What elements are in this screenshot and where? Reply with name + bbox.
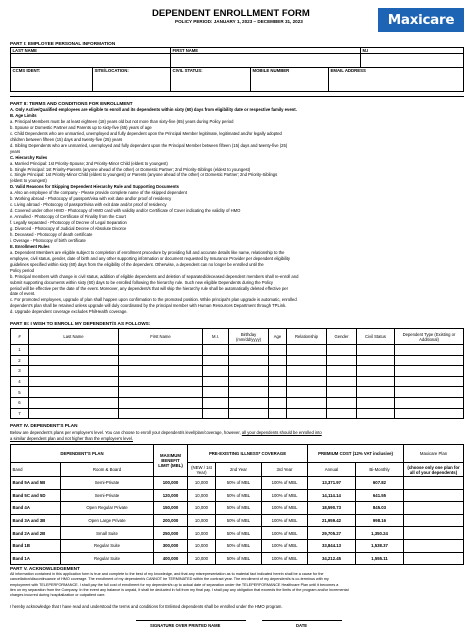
- row-number: 4: [11, 376, 29, 387]
- dependent-plan-table: [10, 444, 464, 565]
- dependent-cell[interactable]: [119, 397, 203, 408]
- part1-heading: PART I: EMPLOYEE PERSONAL INFORMATION: [10, 41, 116, 46]
- dependent-cell[interactable]: [29, 376, 119, 387]
- bimonthly-header: Bi-Monthly: [356, 463, 404, 477]
- plan-cell-room: Open Regular Private: [61, 502, 154, 515]
- plan-cell-bimonthly: 1,350.24: [356, 527, 404, 540]
- dependent-cell[interactable]: [269, 345, 287, 356]
- terms-line: a. Also an employee of the company - Please provide complete name of the skipped dependent: [10, 190, 187, 196]
- dependent-cell[interactable]: [203, 408, 229, 419]
- plan-cell-y1: 10,000: [188, 552, 216, 565]
- terms-line: g. Divorced - Photocopy of Judicial Decree of Absolute Divorce: [10, 226, 127, 231]
- plan-row: [11, 552, 464, 565]
- dependent-cell[interactable]: [119, 355, 203, 366]
- dependent-cell[interactable]: [229, 408, 269, 419]
- acknowledgement-statement: I hereby acknowledge that I have read and understood the terms and conditions for Enlisted dependents shall be enrolled under the HMO program.: [10, 604, 283, 609]
- email-address-label: EMAIL ADDRESS: [330, 68, 366, 73]
- terms-line: A. Only Active/Qualified employees are eligible to enroll and its dependents within sixty (60) days from eligibility date or respective family event.: [10, 107, 297, 112]
- terms-line: years: [10, 148, 21, 154]
- terms-line: employee, civil status, gender, date of birth and any other supporting information or document requested by Insurance Provider per dependent eligibility: [10, 255, 291, 261]
- dependent-cell[interactable]: [229, 397, 269, 408]
- plan-cell-annual: 29,705.27: [308, 527, 356, 540]
- dependent-cell[interactable]: [327, 355, 357, 366]
- dependent-cell[interactable]: [327, 408, 357, 419]
- dependent-row: [11, 345, 464, 356]
- dependent-cell[interactable]: [327, 376, 357, 387]
- part4-heading: PART IV. DEPENDENT'S PLAN: [10, 423, 78, 428]
- dependent-cell[interactable]: [395, 387, 464, 398]
- terms-line: guidelines specified within sixty (60) days from the eligibility of the dependent. Otherwise, a dependent can no longer be enrolled until the: [10, 261, 264, 267]
- terms-line: a. Principal Members must be at least eighteen (18) years old but not more than sixty-five (65) years during Policy period: [10, 118, 234, 124]
- dependents-table: [10, 328, 464, 419]
- dependent-cell[interactable]: [269, 408, 287, 419]
- band-header: Band: [11, 463, 61, 477]
- plan-cell-y2: 50% of MBL: [216, 502, 262, 515]
- dependent-cell[interactable]: [29, 387, 119, 398]
- dependent-cell[interactable]: [269, 355, 287, 366]
- col-birthday: Birthday (mm/dd/yyyy): [229, 329, 269, 345]
- plan-cell-bimonthly: 845.03: [356, 502, 404, 515]
- plan-cell-annual: 13,371.97: [308, 477, 356, 490]
- terms-line: c. Living abroad - Photocopy of passport/visa with exit date and/or proof of residency: [10, 202, 167, 208]
- year2-header: 2nd Year: [216, 463, 262, 477]
- row-number: 6: [11, 397, 29, 408]
- dependent-row: [11, 408, 464, 419]
- col-gender: Gender: [327, 329, 357, 345]
- last-name-field[interactable]: [11, 54, 171, 68]
- plan-cell-band: Band 4A: [11, 502, 61, 515]
- annual-header: Annual: [308, 463, 356, 477]
- maxicare-logo: Maxicare: [378, 8, 464, 32]
- date-label: DATE: [296, 623, 308, 628]
- preexisting-header: PRE-EXISTING ILLNESS* COVERAGE: [188, 445, 308, 463]
- terms-line: Policy period: [10, 267, 34, 273]
- dependent-cell[interactable]: [395, 397, 464, 408]
- dependent-cell[interactable]: [119, 376, 203, 387]
- terms-line: (eldest to youngest): [10, 178, 47, 184]
- terms-line: E. Enrollment Rules: [10, 243, 50, 249]
- plan-cell-y1: 10,000: [188, 539, 216, 552]
- plan-select-cell[interactable]: [404, 539, 464, 552]
- col-relationship: Relationship: [287, 329, 327, 345]
- plan-row: [11, 477, 464, 490]
- plan-cell-y3: 100% of MBL: [262, 539, 308, 552]
- plan-cell-y1: 10,000: [188, 477, 216, 490]
- plan-cell-band: Band 2A and 2B: [11, 527, 61, 540]
- plan-cell-room: Semi-Private: [61, 489, 154, 502]
- terms-line: children between fifteen (15) days and twenty-five (25) years: [10, 136, 123, 142]
- col-last-name: Last Name: [29, 329, 119, 345]
- plan-cell-band: Band 1A: [11, 552, 61, 565]
- plan-cell-y1: 10,000: [188, 514, 216, 527]
- dependent-cell[interactable]: [395, 355, 464, 366]
- plan-cell-band: Band 5A and 5B: [11, 477, 61, 490]
- dependent-cell[interactable]: [327, 366, 357, 377]
- dependent-cell[interactable]: [395, 345, 464, 356]
- dependent-cell[interactable]: [357, 376, 395, 387]
- plan-cell-mbl: 300,000: [154, 539, 188, 552]
- terms-line: i. Overage - Photocopy of birth certificate: [10, 237, 86, 243]
- form-title: DEPENDENT ENROLLMENT FORM: [152, 8, 310, 19]
- dependent-cell[interactable]: [357, 345, 395, 356]
- dependent-cell[interactable]: [327, 387, 357, 398]
- site-location-label: SITE/LOCATION:: [94, 68, 129, 73]
- choose-note: (choose only one plan for all of your dependents): [404, 463, 464, 477]
- col-age: Age: [269, 329, 287, 345]
- dependent-cell[interactable]: [269, 397, 287, 408]
- dependent-cell[interactable]: [119, 387, 203, 398]
- plan-cell-annual: 33,844.13: [308, 539, 356, 552]
- plan-cell-y2: 50% of MBL: [216, 514, 262, 527]
- col-dependent-type: Dependent Type (Existing or Additional): [395, 329, 464, 345]
- acknowledgement-line: cancellation/discontinuance of HMO coverage. The enrollment of my dependent/s CANNOT be TERMINATED within the contract year. The enrollment of my dependent/s is co-terminus with my: [10, 577, 329, 582]
- signature-line[interactable]: [136, 620, 246, 621]
- maxicare-plan-header: Maxicare Plan: [404, 445, 464, 463]
- ccms-ident-label: CCMS IDENT:: [12, 68, 41, 73]
- dependent-cell[interactable]: [269, 366, 287, 377]
- mi-label: M.I: [361, 48, 464, 54]
- plan-cell-y1: 10,000: [188, 489, 216, 502]
- plan-note-underlined-2: a similar dependent plan and not higher than the employee's level.: [10, 436, 134, 441]
- plan-select-cell[interactable]: [404, 514, 464, 527]
- terms-line: b. Spouse or Domestic Partner and Parents up to sixty-five (65) years of age: [10, 124, 152, 130]
- plan-cell-y2: 50% of MBL: [216, 552, 262, 565]
- dependent-cell[interactable]: [229, 345, 269, 356]
- dependent-cell[interactable]: [229, 387, 269, 398]
- dependent-cell[interactable]: [269, 376, 287, 387]
- plan-row: [11, 539, 464, 552]
- plan-cell-mbl: 200,000: [154, 514, 188, 527]
- dependent-cell[interactable]: [203, 376, 229, 387]
- ccms-ident-field[interactable]: [11, 68, 93, 92]
- terms-line: a. Dependent Members are eligible subject to completion of enrollment procedure by providing full and accurate details like name, relationship to the: [10, 249, 285, 255]
- dependent-cell[interactable]: [203, 397, 229, 408]
- civil-status-field[interactable]: [171, 68, 251, 92]
- dependent-cell[interactable]: [287, 387, 327, 398]
- dependent-cell[interactable]: [29, 408, 119, 419]
- plan-cell-bimonthly: 1,538.37: [356, 539, 404, 552]
- acknowledgement-line: employment with TELEPERFORMANCE. I shall pay the full cost of enrollment for my dependent/s up to actual date of separation under the TELEPERFORMANCE Healthcare Plan until it becomes a: [10, 582, 339, 587]
- dependent-cell[interactable]: [203, 387, 229, 398]
- plan-cell-y1: 10,000: [188, 502, 216, 515]
- policy-period: POLICY PERIOD: JANUARY 1, 2023 – DECEMBER 31, 2023: [175, 19, 303, 24]
- year1-header: (NEW / 1st Year): [188, 463, 216, 477]
- plan-cell-mbl: 100,000: [154, 477, 188, 490]
- dependent-cell[interactable]: [287, 355, 327, 366]
- plan-cell-y2: 50% of MBL: [216, 489, 262, 502]
- last-name-label: LAST NAME: [11, 48, 171, 54]
- dependent-row: [11, 376, 464, 387]
- row-number: 1: [11, 345, 29, 356]
- dependent-cell[interactable]: [203, 345, 229, 356]
- plan-cell-y3: 100% of MBL: [262, 527, 308, 540]
- plan-cell-bimonthly: 607.82: [356, 477, 404, 490]
- plan-note-text: Below are dependent's plans per employee's level. You can choose to enroll your dependent/s level/plan/coverage, however,: [10, 430, 241, 435]
- plan-cell-bimonthly: 998.16: [356, 514, 404, 527]
- plan-select-cell[interactable]: [404, 527, 464, 540]
- plan-cell-band: Band 5C and 5D: [11, 489, 61, 502]
- plan-cell-mbl: 400,000: [154, 552, 188, 565]
- plan-cell-mbl: 150,000: [154, 502, 188, 515]
- plan-cell-band: Band 3A and 3B: [11, 514, 61, 527]
- row-number: 2: [11, 355, 29, 366]
- acknowledgement-line: All information contained in this application form is true and complete to the best of my knowledge, and that any misrepresentation as to material fact indicated herein shall be a cause for the: [10, 572, 324, 576]
- terms-line: c. For promoted employees, upgrade of plan shall happen upon confirmation to the promoted position. While principal's plan upgrade is automatic, enrolled: [10, 297, 297, 303]
- civil-status-label: CIVIL STATUS:: [172, 68, 203, 73]
- terms-line: c. Child Dependents who are unmarried, unemployed and fully dependent upon the Principal Member legitimate, legitimated and/or legally adopted: [10, 130, 282, 136]
- plan-note: [10, 430, 322, 435]
- plan-cell-band: Band 1B: [11, 539, 61, 552]
- terms-line: period will be effective per the date of the event. Moreover, any dependent/s that will skip the hierarchy rule shall be automatically deleted effective per: [10, 285, 289, 291]
- plan-cell-room: Regular Suite: [61, 539, 154, 552]
- col-civil-status: Civil Status: [357, 329, 395, 345]
- plan-row: [11, 502, 464, 515]
- terms-line: b. Single Principal: 1st Priority-Parents (anyone ahead of the other) or Domestic Partner; 2nd Priority-Siblings (eldest to youngest): [10, 166, 251, 172]
- plan-cell-room: Regular Suite: [61, 552, 154, 565]
- divider: [10, 96, 464, 97]
- terms-line: h. Deceased - Photocopy of death certificate: [10, 231, 93, 237]
- plan-row: [11, 527, 464, 540]
- email-address-field[interactable]: [329, 68, 464, 92]
- plan-cell-mbl: 120,000: [154, 489, 188, 502]
- plan-cell-annual: 34,212.45: [308, 552, 356, 565]
- mbl-header: MAXIMUM BENEFIT LIMIT (MBL): [154, 445, 188, 477]
- plan-cell-bimonthly: 641.55: [356, 489, 404, 502]
- plan-cell-annual: 14,114.14: [308, 489, 356, 502]
- plan-cell-room: Semi-Private: [61, 477, 154, 490]
- row-number: 3: [11, 366, 29, 377]
- plan-cell-y1: 10,000: [188, 527, 216, 540]
- plan-cell-mbl: 250,000: [154, 527, 188, 540]
- dependent-row: [11, 387, 464, 398]
- plan-cell-annual: 18,590.73: [308, 502, 356, 515]
- site-location-field[interactable]: [93, 68, 171, 92]
- year3-header: 3rd Year: [262, 463, 308, 477]
- dependent-cell[interactable]: [357, 387, 395, 398]
- plan-cell-y3: 100% of MBL: [262, 502, 308, 515]
- terms-line: d. Sibling Dependents who are unmarried, unemployed and fully dependent upon the Principal Member between fifteen (15) days and twenty-five (25): [10, 142, 288, 148]
- dependent-cell[interactable]: [357, 366, 395, 377]
- dependent-cell[interactable]: [287, 376, 327, 387]
- dependents-plan-header: DEPENDENT'S PLAN: [11, 445, 154, 463]
- signature-label: SIGNATURE OVER PRINTED NAME: [150, 623, 221, 628]
- dependent-row: [11, 366, 464, 377]
- premium-header: PREMIUM COST (12% VAT inclusive): [308, 445, 404, 463]
- acknowledgement-line: charges incurred during hospitalization or outpatient care.: [10, 593, 106, 598]
- dependent-cell[interactable]: [357, 408, 395, 419]
- dependent-cell[interactable]: [395, 408, 464, 419]
- dependent-cell[interactable]: [29, 355, 119, 366]
- dependent-cell[interactable]: [119, 408, 203, 419]
- dependent-cell[interactable]: [29, 366, 119, 377]
- plan-cell-y2: 50% of MBL: [216, 477, 262, 490]
- plan-note-2: [10, 436, 133, 441]
- dependent-cell[interactable]: [203, 355, 229, 366]
- plan-select-cell[interactable]: [404, 502, 464, 515]
- plan-cell-y2: 50% of MBL: [216, 527, 262, 540]
- row-number: 5: [11, 387, 29, 398]
- dependent-cell[interactable]: [357, 355, 395, 366]
- dependent-row: [11, 397, 464, 408]
- dependent-cell[interactable]: [203, 366, 229, 377]
- acknowledgement-line: lien on my separation from the Company. In the event any balance is unpaid, it shall be deducted in full from my final pay. I shall pay any obligation that exceeds the limits of the program and/or incremental: [10, 587, 349, 592]
- terms-line: dependent's plan shall be retained unless upgrade will duly coordinated by the principal member with Human Resources Department through TPLink.: [10, 303, 287, 309]
- dependent-cell[interactable]: [287, 366, 327, 377]
- dependent-cell[interactable]: [395, 366, 464, 377]
- dependent-cell[interactable]: [229, 355, 269, 366]
- terms-line: d. Upgrade dependent coverage excludes PhilHealth coverage.: [10, 309, 128, 315]
- dependent-row: [11, 355, 464, 366]
- terms-line: date of event.: [10, 291, 36, 297]
- terms-line: e. Annulled - Photocopy of Certificate of Finality from the Court: [10, 214, 126, 220]
- plan-cell-bimonthly: 1,555.11: [356, 552, 404, 565]
- mi-field[interactable]: [361, 54, 464, 68]
- employee-info-table: [10, 47, 464, 68]
- dependent-cell[interactable]: [327, 397, 357, 408]
- terms-line: b. Principal members with change in civil status, addition of eligible dependents and deletion of separated/deceased dependent members shall re-enroll and: [10, 273, 299, 279]
- dependent-cell[interactable]: [327, 345, 357, 356]
- plan-cell-y3: 100% of MBL: [262, 514, 308, 527]
- terms-line: d. Covered under other HMO - Photocopy of HMO card with validity and/or Certificate of Cover indicating the validity of HMO: [10, 208, 241, 214]
- dependent-cell[interactable]: [29, 345, 119, 356]
- plan-row: [11, 489, 464, 502]
- dependent-cell[interactable]: [269, 387, 287, 398]
- plan-cell-annual: 21,959.42: [308, 514, 356, 527]
- terms-line: C. Hierarchy Rules: [10, 154, 48, 160]
- plan-note-underlined: all your dependents should be enrolled into: [241, 430, 322, 435]
- terms-line: f. Legally separated - Photocopy of Decree of Legal Separation: [10, 220, 127, 226]
- first-name-field[interactable]: [171, 54, 361, 68]
- plan-select-cell[interactable]: [404, 552, 464, 565]
- dependent-cell[interactable]: [287, 397, 327, 408]
- dependent-cell[interactable]: [229, 366, 269, 377]
- first-name-label: FIRST NAME: [171, 48, 361, 54]
- col-number: #: [11, 329, 29, 345]
- terms-line: c. Single Principal: 1st Priority-Minor Child (eldest to youngest) or Parents (anyone ahead of the other) or Domestic Partner; 2nd Priority-Siblings: [10, 172, 278, 178]
- room-header: Room & Board: [61, 463, 154, 477]
- dependent-cell[interactable]: [287, 408, 327, 419]
- dependent-cell[interactable]: [395, 376, 464, 387]
- plan-cell-room: Small Suite: [61, 527, 154, 540]
- plan-cell-y3: 100% of MBL: [262, 477, 308, 490]
- col-first-name: First Name: [119, 329, 203, 345]
- plan-cell-room: Open Large Private: [61, 514, 154, 527]
- plan-cell-y2: 50% of MBL: [216, 539, 262, 552]
- terms-line: B. Age Limits: [10, 112, 37, 118]
- dependent-cell[interactable]: [357, 397, 395, 408]
- mobile-number-field[interactable]: [251, 68, 329, 92]
- part3-heading: PART III: I WISH TO ENROLL MY DEPENDENT/S AS FOLLOWS:: [10, 321, 151, 326]
- plan-row: [11, 514, 464, 527]
- date-line[interactable]: [262, 620, 342, 621]
- row-number: 7: [11, 408, 29, 419]
- terms-line: b. Working abroad - Photocopy of passport/visa with exit date and/or proof of residency: [10, 196, 172, 202]
- terms-line: a. Married Principal: 1st Priority-Spouse; 2nd Priority-Minor Child (eldest to youngest): [10, 160, 168, 166]
- plan-select-cell[interactable]: [404, 477, 464, 490]
- dependent-cell[interactable]: [29, 397, 119, 408]
- plan-select-cell[interactable]: [404, 489, 464, 502]
- part2-heading: PART II: TERMS AND CONDITIONS FOR ENROLLMENT: [10, 101, 133, 106]
- dependent-cell[interactable]: [119, 345, 203, 356]
- dependent-cell[interactable]: [229, 376, 269, 387]
- terms-line: D. Valid Reasons for Skipping Dependent Hierarchy Rule and Supporting Documents: [10, 184, 179, 190]
- mobile-number-label: MOBILE NUMBER: [252, 68, 290, 73]
- dependent-cell[interactable]: [119, 366, 203, 377]
- plan-cell-y3: 100% of MBL: [262, 552, 308, 565]
- col-mi: M.I.: [203, 329, 229, 345]
- part5-heading: PART V. ACKNOWLEDGEMENT: [10, 566, 80, 571]
- dependent-cell[interactable]: [287, 345, 327, 356]
- plan-cell-y3: 100% of MBL: [262, 489, 308, 502]
- terms-line: submit supporting documents within sixty (60) days to be enrolled following the hierarchy rule. Such new eligible Dependents during the Policy: [10, 279, 274, 285]
- employee-info-table-2: [10, 67, 464, 92]
